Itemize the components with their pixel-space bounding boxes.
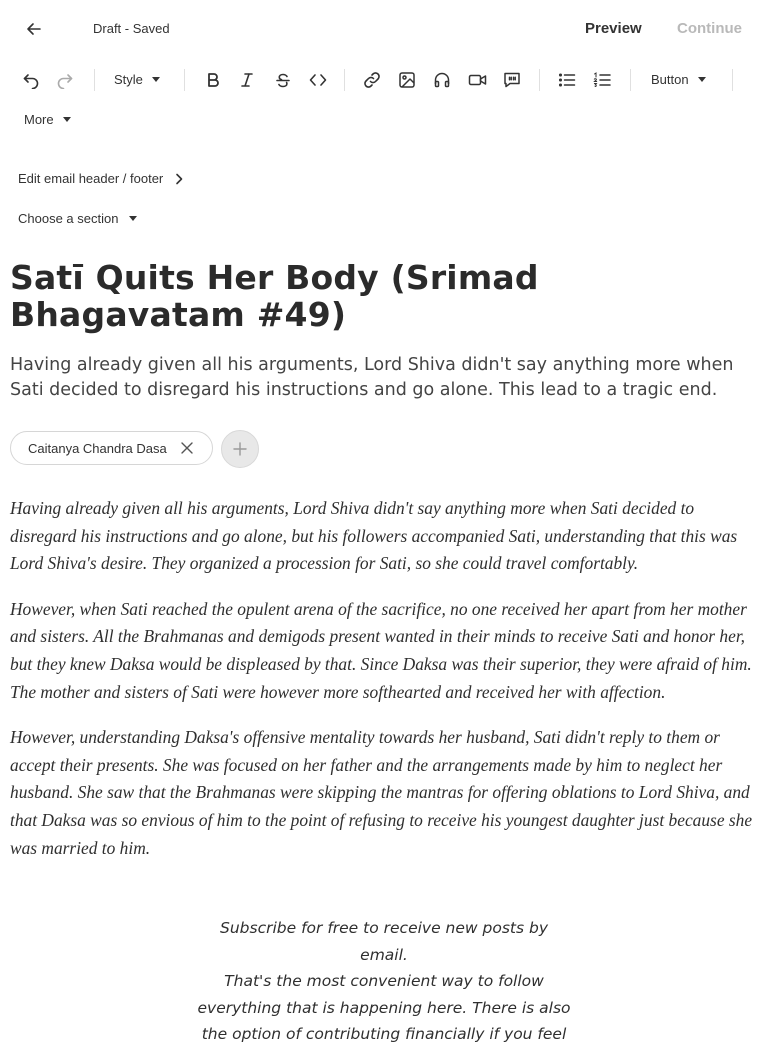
strikethrough-button[interactable] [270, 67, 296, 93]
quote-button[interactable] [499, 67, 525, 93]
toolbar-divider [630, 69, 631, 91]
draft-status: Draft - Saved [93, 21, 170, 36]
numbered-list-icon [593, 72, 611, 88]
close-icon [181, 442, 193, 454]
body-paragraph: Having already given all his arguments, Lord Shiva didn't say anything more when Sati decided to disregard his instructions and go alone, but his followers accompanied Sati, understanding that this was Lord Shiva's desire. They organized a procession for Sati, so she could travel comfortably. [10, 498, 738, 574]
italic-icon [239, 72, 255, 88]
strikethrough-icon [275, 72, 291, 88]
chevron-right-icon [175, 173, 183, 185]
bullet-list-icon [558, 72, 576, 88]
subscribe-line: Subscribe for free to receive new posts by email. [220, 919, 548, 964]
image-icon [398, 71, 416, 89]
video-icon [468, 71, 487, 89]
chevron-down-icon [698, 77, 706, 82]
chevron-down-icon [129, 216, 137, 221]
style-dropdown[interactable] [114, 72, 160, 87]
header-footer-label: Edit email header / footer [18, 171, 164, 186]
redo-icon [56, 71, 74, 89]
style-label: Style [114, 72, 143, 87]
subscribe-line: the option of contributing financially if you feel [201, 1025, 567, 1043]
button-dropdown-label: Button [651, 72, 689, 87]
code-button[interactable] [305, 67, 331, 93]
edit-header-footer-link[interactable] [18, 171, 183, 186]
code-icon [309, 72, 327, 88]
headphones-icon [433, 71, 451, 89]
video-button[interactable] [464, 67, 490, 93]
toolbar-divider [732, 69, 733, 91]
section-label: Choose a section [18, 211, 119, 226]
comment-quote-icon [503, 71, 521, 89]
numbered-list-button[interactable] [589, 67, 615, 93]
add-author-button[interactable] [221, 430, 259, 468]
button-dropdown[interactable] [651, 72, 706, 87]
continue-button[interactable]: Continue [677, 20, 742, 37]
undo-icon [22, 71, 40, 89]
undo-button[interactable] [18, 67, 44, 93]
more-label: More [24, 112, 54, 127]
post-body-editor[interactable] [10, 495, 760, 880]
link-button[interactable] [359, 67, 385, 93]
bold-button[interactable] [200, 67, 226, 93]
link-icon [363, 71, 381, 89]
bullet-list-button[interactable] [554, 67, 580, 93]
toolbar-divider [539, 69, 540, 91]
toolbar-divider [344, 69, 345, 91]
toolbar-divider [184, 69, 185, 91]
body-paragraph: However, understanding Daksa's offensive mentality towards her husband, Sati didn't reply to them or accept their presents. She was focused on her father and the arrangements made by him to neglect her husband. She saw that the Brahmanas were skipping the mantras for offering oblations to Lord Shiva, and that Daksa was so envious of him to the point of refusing to receive his youngest daughter just because she was married to him. [10, 727, 753, 858]
toolbar-divider [94, 69, 95, 91]
subscribe-line: everything that is happening here. There is also [197, 998, 571, 1017]
post-title[interactable]: Satī Quits Her Body (Srimad Bhagavatam #49) [10, 258, 539, 334]
chevron-down-icon [63, 117, 71, 122]
chevron-down-icon [152, 77, 160, 82]
body-paragraph: However, when Sati reached the opulent arena of the sacrifice, no one received her apart from her mother and sisters. All the Brahmanas and demigods present wanted in their minds to receive Sati and honor her, but they knew Daksa would be displeased by that. Since Daksa was their superior, they were afraid of him. The mother and sisters of Sati were however more softhearted and received her with affection. [10, 598, 752, 702]
more-dropdown[interactable] [24, 112, 71, 127]
bold-icon [205, 72, 221, 88]
subscribe-note [194, 915, 574, 1048]
image-button[interactable] [394, 67, 420, 93]
subscribe-line: That's the most convenient way to follow [224, 972, 544, 990]
top-bar [0, 0, 768, 58]
author-name: Caitanya Chandra Dasa [28, 440, 167, 456]
redo-button[interactable] [52, 67, 78, 93]
author-chip [10, 431, 213, 465]
plus-icon [233, 442, 247, 456]
preview-button[interactable]: Preview [585, 20, 642, 37]
audio-button[interactable] [429, 67, 455, 93]
back-button[interactable] [22, 17, 46, 41]
italic-button[interactable] [234, 67, 260, 93]
post-subtitle[interactable]: Having already given all his arguments, Lord Shiva didn't say anything more when Sati decided to disregard his instructions and go alone. This lead to a tragic end. [10, 355, 734, 400]
arrow-left-icon [26, 21, 42, 37]
section-dropdown[interactable] [18, 211, 137, 226]
remove-author-button[interactable] [181, 442, 193, 454]
